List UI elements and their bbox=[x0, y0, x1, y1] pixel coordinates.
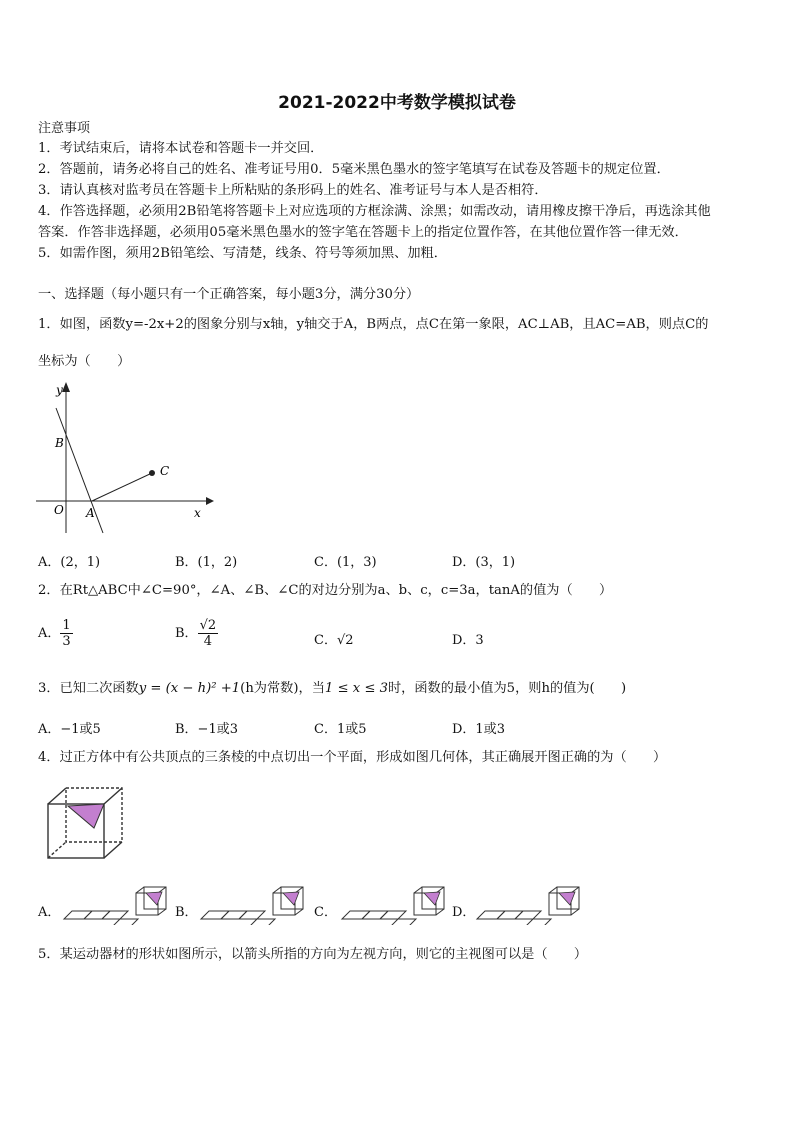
question-2-option-d: D．3 bbox=[452, 633, 484, 648]
question-1-figure bbox=[36, 378, 216, 538]
option-label: B． bbox=[175, 626, 198, 641]
numerator: 1 bbox=[62, 618, 71, 633]
cut-triangle bbox=[68, 804, 104, 828]
question-2-option-c bbox=[314, 629, 354, 648]
question-1-option-b: B．(1，2) bbox=[175, 555, 238, 570]
point-c bbox=[149, 470, 155, 476]
question-4-cube-figure bbox=[44, 786, 134, 862]
question-1-stem: 1．如图，函数y=-2x+2的图象分别与x轴，y轴交于A，B两点，点C在第一象限，AC⊥AB，且AC=AB，则点C的 bbox=[38, 317, 709, 332]
question-4-option-a: A． bbox=[38, 905, 61, 920]
question-4-option-d: D． bbox=[452, 905, 476, 920]
label-c: C bbox=[160, 464, 170, 478]
notes-heading: 注意事项 bbox=[38, 121, 91, 136]
note-item: 2．答题前，请务必将自己的姓名、准考证号用0．5毫米黑色墨水的签字笔填写在试卷及答题卡的规定位置． bbox=[38, 162, 670, 177]
note-item: 3．请认真核对监考员在答题卡上所粘贴的条形码上的姓名、准考证号与本人是否相符． bbox=[38, 183, 548, 198]
y-arrow-icon bbox=[62, 382, 70, 392]
net-figure-a bbox=[62, 883, 172, 925]
section-heading: 一、选择题（每小题只有一个正确答案，每小题3分，满分30分） bbox=[38, 287, 420, 302]
note-item: 1．考试结束后，请将本试卷和答题卡一并交回． bbox=[38, 141, 324, 156]
question-1-option-c: C．(1，3) bbox=[314, 555, 377, 570]
fraction bbox=[198, 618, 219, 649]
question-1-stem-cont: 坐标为（ ） bbox=[38, 354, 131, 369]
net-figure-d bbox=[475, 883, 585, 925]
segment-ac bbox=[92, 473, 152, 501]
label-y: y bbox=[56, 383, 63, 397]
formula: y = (x − h)² +1 bbox=[138, 681, 241, 696]
stem-part: (h为常数)，当 bbox=[240, 681, 325, 696]
net-figure-c bbox=[340, 883, 450, 925]
option-label: C． bbox=[314, 633, 337, 648]
question-1-option-d: D．(3，1) bbox=[452, 555, 516, 570]
question-2-stem: 2．在Rt△ABC中∠C=90°，∠A、∠B、∠C的对边分别为a、b、c，c=3a，tanA的值为（ ） bbox=[38, 583, 613, 598]
label-o: O bbox=[54, 503, 64, 517]
question-3-option-a: A．−1或5 bbox=[38, 722, 101, 737]
question-3-option-d: D．1或3 bbox=[452, 722, 505, 737]
label-a: A bbox=[86, 506, 95, 520]
denominator: 3 bbox=[62, 634, 71, 649]
numerator: √2 bbox=[199, 618, 217, 633]
question-2-option-a bbox=[38, 618, 73, 649]
label-b: B bbox=[55, 436, 64, 450]
note-item: 5．如需作图，须用2B铅笔绘、写清楚，线条、符号等须加黑、加粗． bbox=[38, 246, 447, 261]
question-3-stem bbox=[38, 680, 626, 698]
condition: 1 ≤ x ≤ 3 bbox=[324, 681, 388, 696]
stem-part: 3．已知二次函数 bbox=[38, 681, 139, 696]
question-4-stem: 4．过正方体中有公共顶点的三条棱的中点切出一个平面，形成如图几何体，其正确展开图正确的为（ ） bbox=[38, 750, 667, 765]
fraction bbox=[60, 618, 72, 649]
net-figure-b bbox=[199, 883, 309, 925]
x-arrow-icon bbox=[206, 497, 214, 505]
question-5-stem: 5．某运动器材的形状如图所示，以箭头所指的方向为左视方向，则它的主视图可以是（ ） bbox=[38, 947, 588, 962]
question-3-option-c: C．1或5 bbox=[314, 722, 367, 737]
question-1-option-a: A．(2，1) bbox=[38, 555, 101, 570]
label-x: x bbox=[194, 506, 201, 520]
denominator: 4 bbox=[203, 634, 212, 649]
note-item: 答案．作答非选择题，必须用05毫米黑色墨水的签字笔在答题卡上的指定位置作答，在其他位置作答一律无效． bbox=[38, 225, 688, 240]
question-4-option-c: C． bbox=[314, 905, 337, 920]
sqrt-value: √2 bbox=[336, 633, 354, 648]
stem-part: 时，函数的最小值为5，则h的值为( ) bbox=[388, 681, 627, 696]
page-title: 2021-2022中考数学模拟试卷 bbox=[278, 93, 516, 113]
question-3-option-b: B．−1或3 bbox=[175, 722, 238, 737]
question-2-option-b bbox=[175, 618, 218, 649]
option-label: A． bbox=[38, 626, 61, 641]
question-4-option-b: B． bbox=[175, 905, 198, 920]
note-item: 4．作答选择题，必须用2B铅笔将答题卡上对应选项的方框涂满、涂黑；如需改动，请用橡皮擦干净后，再选涂其他 bbox=[38, 204, 711, 219]
